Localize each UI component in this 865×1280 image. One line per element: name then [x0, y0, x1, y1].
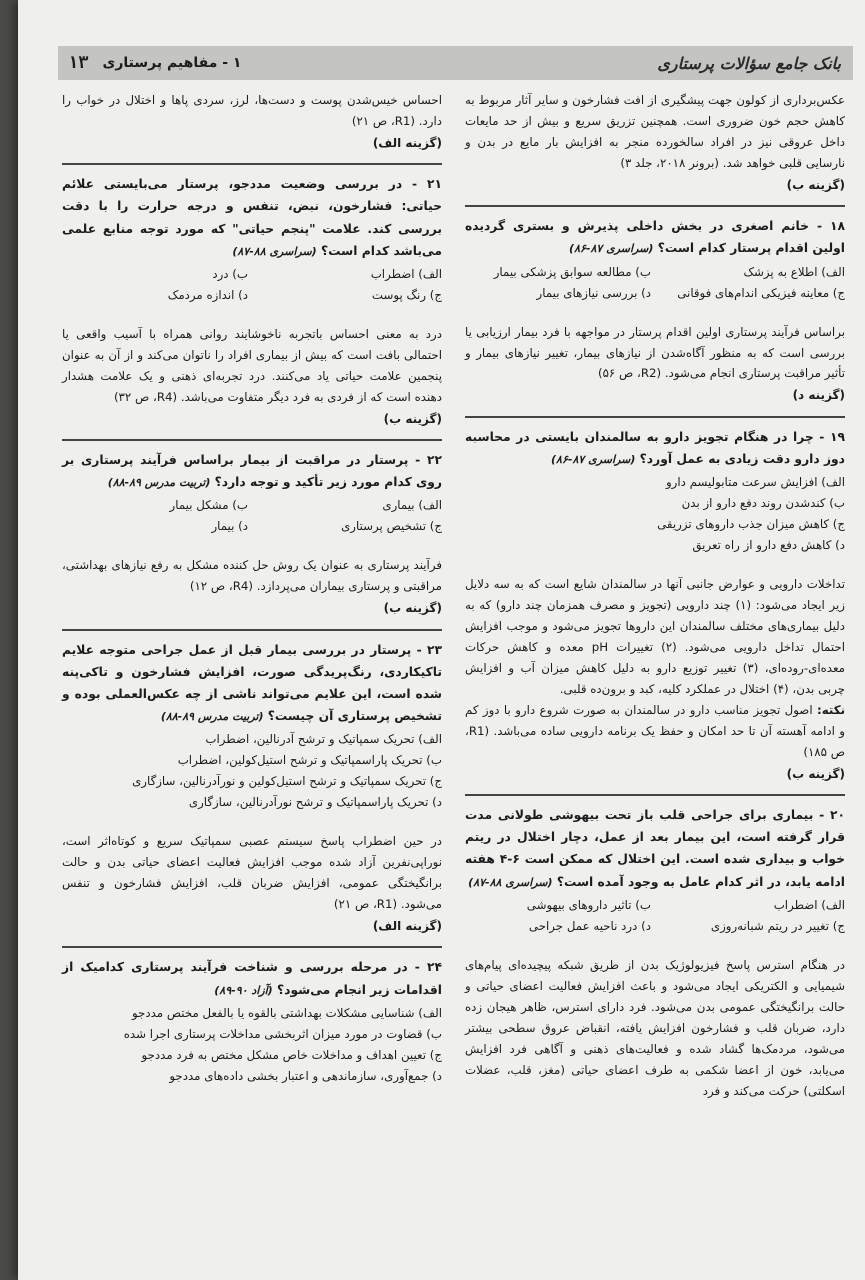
question-source: (سراسری ۸۷-۸۶) — [569, 242, 654, 256]
answer-label: (گزینه الف) — [372, 919, 442, 934]
answer-label: (گزینه الف) — [372, 135, 442, 150]
option: د) درد ناحیه عمل جراحی — [528, 918, 651, 933]
option: الف) شناسایی مشکلات بهداشتی بالقوه یا بالفعل مختص مددجو — [131, 1005, 442, 1020]
question-source: (سراسری ۸۸-۸۷) — [468, 875, 553, 889]
explanation: درد به معنی احساس باتجربه ناخوشایند روانی همراه با آسیب واقعی یا احتمالی بافت است که بیش از بیماری افراد را ناتوان می‌کند و از آن به عنوان پنجمین علامت حیاتی یاد می‌کنند. درد تجربه‌ای ذهنی و یک علامت هشدار دهنده است که از فردی به فرد دیگر متفاوت می‌باشد. (R4، ص ۳۲) — [62, 326, 442, 404]
option: ب) تاثیر داروهای بیهوشی — [526, 897, 651, 912]
option: الف) افزایش سرعت متابولیسم دارو — [665, 475, 845, 490]
right-column — [465, 90, 845, 1102]
option: الف) اضطراب — [773, 897, 845, 912]
explanation: فرآیند پرستاری به عنوان یک روش حل کننده مشکل به رفع نیازهای بهداشتی، مراقبتی و پرستاری بیماران می‌پردازد. (R4، ص ۱۲) — [62, 558, 442, 594]
option: د) اندازه مردمک — [167, 287, 248, 302]
question-18 — [465, 215, 845, 407]
question-text: ۱۸ - خانم اصغری در بخش داخلی پذیرش و بستری گردیده اولین اقدام پرستار کدام است؟ — [465, 219, 845, 256]
option: ج) رنگ پوست — [371, 287, 442, 302]
option: الف) اطلاع به پزشک — [743, 264, 845, 279]
option: الف) تحریک سمپاتیک و ترشح آدرنالین، اضطراب — [205, 732, 442, 747]
question-text: ۲۴ - در مرحله بررسی و شناخت فرآیند پرستاری کدامیک از اقدامات زیر انجام می‌شود؟ — [62, 960, 442, 997]
divider — [62, 163, 442, 165]
question-text: ۲۰ - بیماری برای جراحی قلب باز تحت بیهوشی طولانی مدت قرار گرفته است، این بیمار بعد از عمل، دچار اختلال در ریتم خواب و بیداری شده است. این اختلال که ممکن است ۶-۴ هفته ادامه یابد، در اثر کدام عامل به وجود آمده است؟ — [465, 808, 845, 889]
question-text: ۲۲ - پرستار در مراقبت از بیمار براساس فرآیند پرستاری بر روی کدام مورد زیر تأکید و توجه دارد؟ — [62, 453, 442, 490]
answer-label: (گزینه ب) — [786, 766, 845, 781]
question-21 — [62, 173, 442, 430]
option: ب) قضاوت در مورد میزان اثربخشی مداخلات پرستاری اجرا شده — [123, 1026, 442, 1041]
note-text: اصول تجویز مناسب دارو در سالمندان به صورت شروع دارو با دوز کم و ادامه آهسته آن تا حد امکان و حفظ یک برنامه دارویی ساده می‌باشد. (R1، ص ۱۸۵) — [465, 702, 845, 759]
continued-explanation: احساس خیس‌شدن پوست و دست‌ها، لرز، سردی پاها و اختلال در خواب را دارد. (R1، ص ۲۱) — [62, 93, 442, 128]
option: ب) کندشدن روند دفع دارو از بدن — [681, 496, 845, 511]
divider — [62, 439, 442, 441]
question-24 — [62, 956, 442, 1086]
left-column — [62, 90, 442, 1091]
option: الف) بیماری — [382, 498, 442, 513]
divider — [62, 629, 442, 631]
book-page — [18, 0, 865, 1280]
option: ج) کاهش میزان جذب داروهای تزریقی — [657, 517, 845, 532]
explanation: در حین اضطراب پاسخ سیستم عصبی سمپاتیک سریع و کوتاه‌اثر است، نوراپی‌نفرین آزاد شده موجب افزایش فعالیت اعضای حیاتی بدن و حالت برانگیختگی عمومی، افزایش ضربان قلب، افزایش فشارخون و تنفس می‌شود. (R1، ص ۲۱) — [62, 834, 442, 912]
option: ج) تعیین اهداف و مداخلات خاص مشکل مختص به فرد مددجو — [141, 1047, 442, 1062]
question-text: ۲۳ - پرستار در بررسی بیمار قبل از عمل جراحی متوجه علایم تاکیکاردی، رنگ‌پریدگی صورت، افزایش فشارخون و تاکی‌پنه شده است، این علایم می‌تواند ناشی از چه عکس‌العملی بوده و تشخیص پرستاری آن چیست؟ — [62, 642, 442, 724]
question-text: ۱۹ - چرا در هنگام تجویز دارو به سالمندان بایستی در محاسبه دوز دارو دقت زیادی به عمل آورد؟ — [465, 429, 845, 466]
question-source: (آزاد ۹۰-۸۹) — [214, 983, 273, 997]
question-22 — [62, 449, 442, 620]
option: ب) تحریک پاراسمپاتیک و ترشح استیل‌کولین، اضطراب — [177, 753, 442, 768]
page-number: ۱۳ — [68, 53, 89, 73]
note-label: نکته: — [817, 702, 846, 717]
explanation: براساس فرآیند پرستاری اولین اقدام پرستار در مواجهه با فرد بیمار ارزیابی یا بررسی است که به منظور آگاه‌شدن از نیازهای بیمار، تغییر نیازهای بیمار و تأثیر مراقبت پرستاری انجام می‌شود. (R2، ص ۵۶) — [465, 324, 845, 381]
answer-label: (گزینه ب) — [383, 601, 442, 616]
option: د) جمع‌آوری، سازماندهی و اعتبار بخشی داده‌های مددجو — [169, 1068, 442, 1083]
divider — [465, 416, 845, 418]
option: د) بیمار — [211, 519, 248, 534]
running-header — [58, 46, 853, 80]
explanation: در هنگام استرس پاسخ فیزیولوژیک بدن از طریق شبکه پیچیده‌ای پیام‌های شیمیایی و الکتریکی ایجاد می‌شود و باعث افزایش فعالیت اعضای حیاتی و حالت برانگیختگی عمومی بدن می‌شود. فرد دارای استرس، ظاهر هیجان زده دارد، ضربان قلب و فشارخون افزایش یافته، انقباض عروق سطحی بیشتر می‌شود، مردمک‌ها گشاد شده و فعالیت‌های ذهنی و آگاهی فرد افزایش می‌یابد، خون از اعضا شکمی به طرف اعضای حیاتی (مغز، قلب، عضلات اسکلتی) حرکت می‌کند و فرد — [465, 957, 845, 1098]
divider — [465, 205, 845, 207]
divider — [62, 946, 442, 948]
question-source: (سراسری ۸۷-۸۶) — [551, 452, 636, 466]
answer-label: (گزینه ب) — [383, 411, 442, 426]
question-source: (تربیت مدرس ۸۹-۸۸) — [160, 710, 264, 724]
option: د) تحریک پاراسمپاتیک و ترشح نورآدرنالین، سازگاری — [188, 795, 442, 810]
option: د) کاهش دفع دارو از راه تعریق — [692, 538, 845, 553]
option: ج) تحریک سمپاتیک و ترشح استیل‌کولین و نورآدرنالین، سازگاری — [132, 774, 442, 789]
option: د) بررسی نیازهای بیمار — [536, 285, 651, 300]
question-20 — [465, 804, 845, 1101]
option: ب) مشکل بیمار — [169, 498, 248, 513]
answer-label: (گزینه ب) — [786, 177, 845, 192]
question-text: ۲۱ - در بررسی وضعیت مددجو، پرستار می‌بایستی علائم حیاتی: فشارخون، نبض، تنفس و درجه حرارت را با دقت بررسی کند. علامت "پنجم حیاتی" که مورد توجه منابع علمی می‌باشد کدام است؟ — [62, 177, 442, 258]
option: ب) درد — [212, 266, 248, 281]
continued-explanation: عکس‌برداری از کولون جهت پیشگیری از افت فشارخون و سایر آثار مربوط به کاهش حجم خون ضروری است. همچنین تزریق سریع و بیش از حد مایعات داخل عروقی نیز در افراد سالخورده منجر به افزایش بار مایع در بدن و نارسایی قلبی خواهد شد. (برونر ۲۰۱۸، جلد ۳) — [465, 93, 845, 170]
option: ب) مطالعه سوابق پزشکی بیمار — [493, 264, 651, 279]
question-source: (سراسری ۸۸-۸۷) — [232, 244, 317, 258]
option: الف) اضطراب — [370, 266, 442, 281]
option: ج) تشخیص پرستاری — [341, 519, 442, 534]
book-title: بانک جامع سؤالات پرستاری — [657, 53, 841, 73]
explanation: تداخلات دارویی و عوارض جانبی آنها در سالمندان شایع است که به سه دلایل زیر ایجاد می‌شود: (۱) چند دارویی (تجویز و مصرف همزمان چند دارو) که به دلیل بیماری‌های مختلف سالمندان این داروها تجویز می‌شود و موجب افزایش احتمال تداخل دارویی می‌شود. (۲) تغییرات pH معده و کاهش حرکات معده‌ای-روده‌ای، (۳) تغییر توزیع دارو به دلیل کاهش میزان آب و افزایش چربی بدن، (۴) اختلال در عملکرد کلیه، کبد و برون‌ده قلبی. — [465, 577, 845, 696]
divider — [465, 794, 845, 796]
chapter-title: ۱ - مفاهیم پرستاری — [102, 55, 242, 71]
question-23 — [62, 639, 442, 938]
option: ج) معاینه فیزیکی اندام‌های فوقانی — [677, 285, 845, 300]
answer-label: (گزینه د) — [792, 388, 845, 403]
question-source: (تربیت مدرس ۸۹-۸۸) — [107, 476, 211, 490]
question-19 — [465, 426, 845, 785]
option: ج) تغییر در ریتم شبانه‌روزی — [710, 918, 845, 933]
